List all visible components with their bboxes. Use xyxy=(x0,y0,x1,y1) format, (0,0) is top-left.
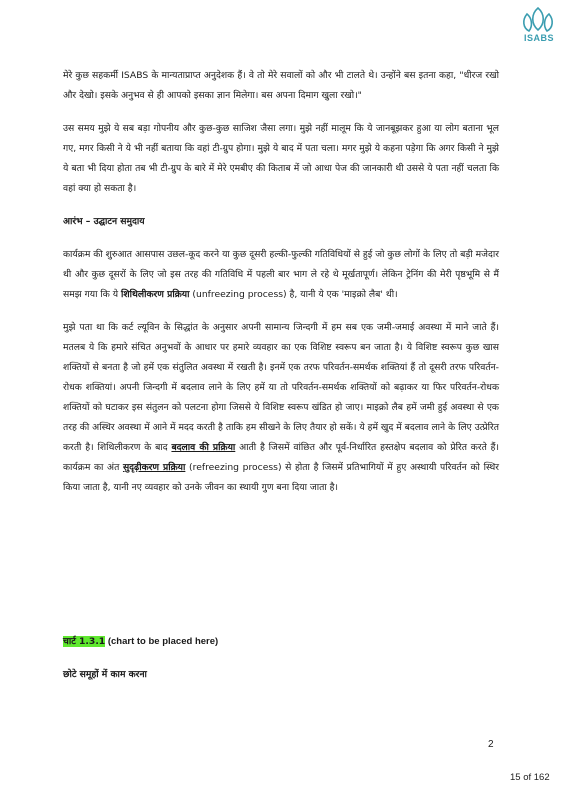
section-heading-opening: आरंभ – उद्घाटन समुदाय xyxy=(63,216,145,227)
term-refreezing: सुदृढ़ीकरण प्रक्रिया xyxy=(122,462,186,473)
chart-placeholder xyxy=(63,634,218,647)
page-number: 2 xyxy=(488,739,494,750)
chart-label: चार्ट 1.3.1 xyxy=(63,636,106,647)
p4-text-a: मुझे पता था कि कर्ट ल्यूविन के सिद्धांत के अनुसार अपनी सामान्य जिन्दगी में हम सब एक जमी-जमाई अवस्था में माने जाते हैं। मतलब ये कि हमारे संचित अनुभवों के आधार पर हमारे व्यवहार का एक विशिष्ट स्वरूप बन जाता है। ये विशिष्ट स्वरूप कुछ खास शक्तियों से बनता है जो हमें एक संतुलित अवस्था में रखती है। इनमें एक तरफ परिवर्तन-समर्थक शक्तियां हैं तो दूसरी तरफ परिवर्तन-रोधक शक्तियां। अपनी जिन्दगी में बदलाव लाने के लिए हमें या तो परिवर्तन-समर्थक शक्तियों को बढ़ाकर या फिर परिवर्तन-रोधक शक्तियों को घटाकर इस संतुलन को पलटना होगा जिससे ये विशिष्ट स्वरूप खंडित हो जाए। माइक्रो लैब हमें जमी हुई अवस्था से एक तरह की अस्थिर अवस्था में आने में मदद करती है ताकि हम सीखने के लिए तैयार हो सकें। ये हमें खुद में बदलाव लाने के लिए उत्प्रेरित करती है। शिथिलीकरण के बाद xyxy=(63,322,499,453)
p4-text-b: आती है जिसमें वांछित और पूर्व-निर्धारित हस्तक्षेप बदलाव को प्रेरित करते हैं। कार्यक्रम का अंत xyxy=(63,442,500,473)
p3-text-a: कार्यक्रम की शुरुआत आसपास उछल-कूद करने या कुछ दूसरी हल्की-फुल्की गतिविधियों से हुई जो कुछ लोगों के लिए तो बड़ी मजेदार थी और कुछ दूसरों के लिए जो इस तरह की गतिविधि में पहली बार भाग ले रहे थे मूर्खतापूर्ण। लेकिन ट्रेनिंग की मेरी पृष्ठभूमि से मैं समझ गया कि ये xyxy=(63,249,499,300)
term-unfreezing: शिथिलीकरण प्रक्रिया xyxy=(120,289,190,300)
p4-text-c: (refreezing process) से होता है जिसमें प्रतिभागियों में हुए अस्थायी परिवर्तन को स्थिर किया जाता है, यानी नए व्यवहार को उनके जीवन का स्थायी गुण बना दिया जाता है। xyxy=(63,462,499,493)
chart-note: (chart to be placed here) xyxy=(105,636,219,647)
paragraph-3 xyxy=(63,245,499,305)
logo-text: ISABS xyxy=(523,33,554,43)
section-heading-small-groups: छोटे समूहों में काम करना xyxy=(63,669,147,680)
paragraph-4 xyxy=(63,318,499,498)
paragraph-2: उस समय मुझे ये सब बड़ा गोपनीय और कुछ-कुछ साजिश जैसा लगा। मुझे नहीं मालूम कि ये जानबूझकर हुआ या लोग बताना भूल गए, मगर किसी ने ये भी नहीं बताया कि वहां टी-ग्रुप होगा। मुझे ये बाद में पता चला। मगर मुझे ये कहना पड़ेगा कि अगर किसी ने मुझे ये बता भी दिया होता तब भी टी-ग्रुप के बारे में मेरे एमबीए की किताब में जो आधा पेज की जानकारी थी उससे ये पता नहीं चलता कि वहां क्या हो सकता है। xyxy=(63,123,499,194)
document-body xyxy=(63,66,499,511)
term-change-process: बदलाव की प्रक्रिया xyxy=(171,442,236,453)
p3-text-b: (unfreezing process) है, यानी ये एक 'माइक्रो लैब' थी। xyxy=(189,289,398,300)
page-count: 15 of 162 xyxy=(510,772,550,783)
paragraph-1: मेरे कुछ सहकर्मी ISABS के मान्यताप्राप्त अनुदेशक हैं। वे तो मेरे सवालों को और भी टालते थे। उन्होंने बस इतना कहा, "धीरज रखो और देखो। इसके अनुभव से ही आपको इसका ज्ञान मिलेगा। बस अपना दिमाग खुला रखो।" xyxy=(63,70,499,101)
